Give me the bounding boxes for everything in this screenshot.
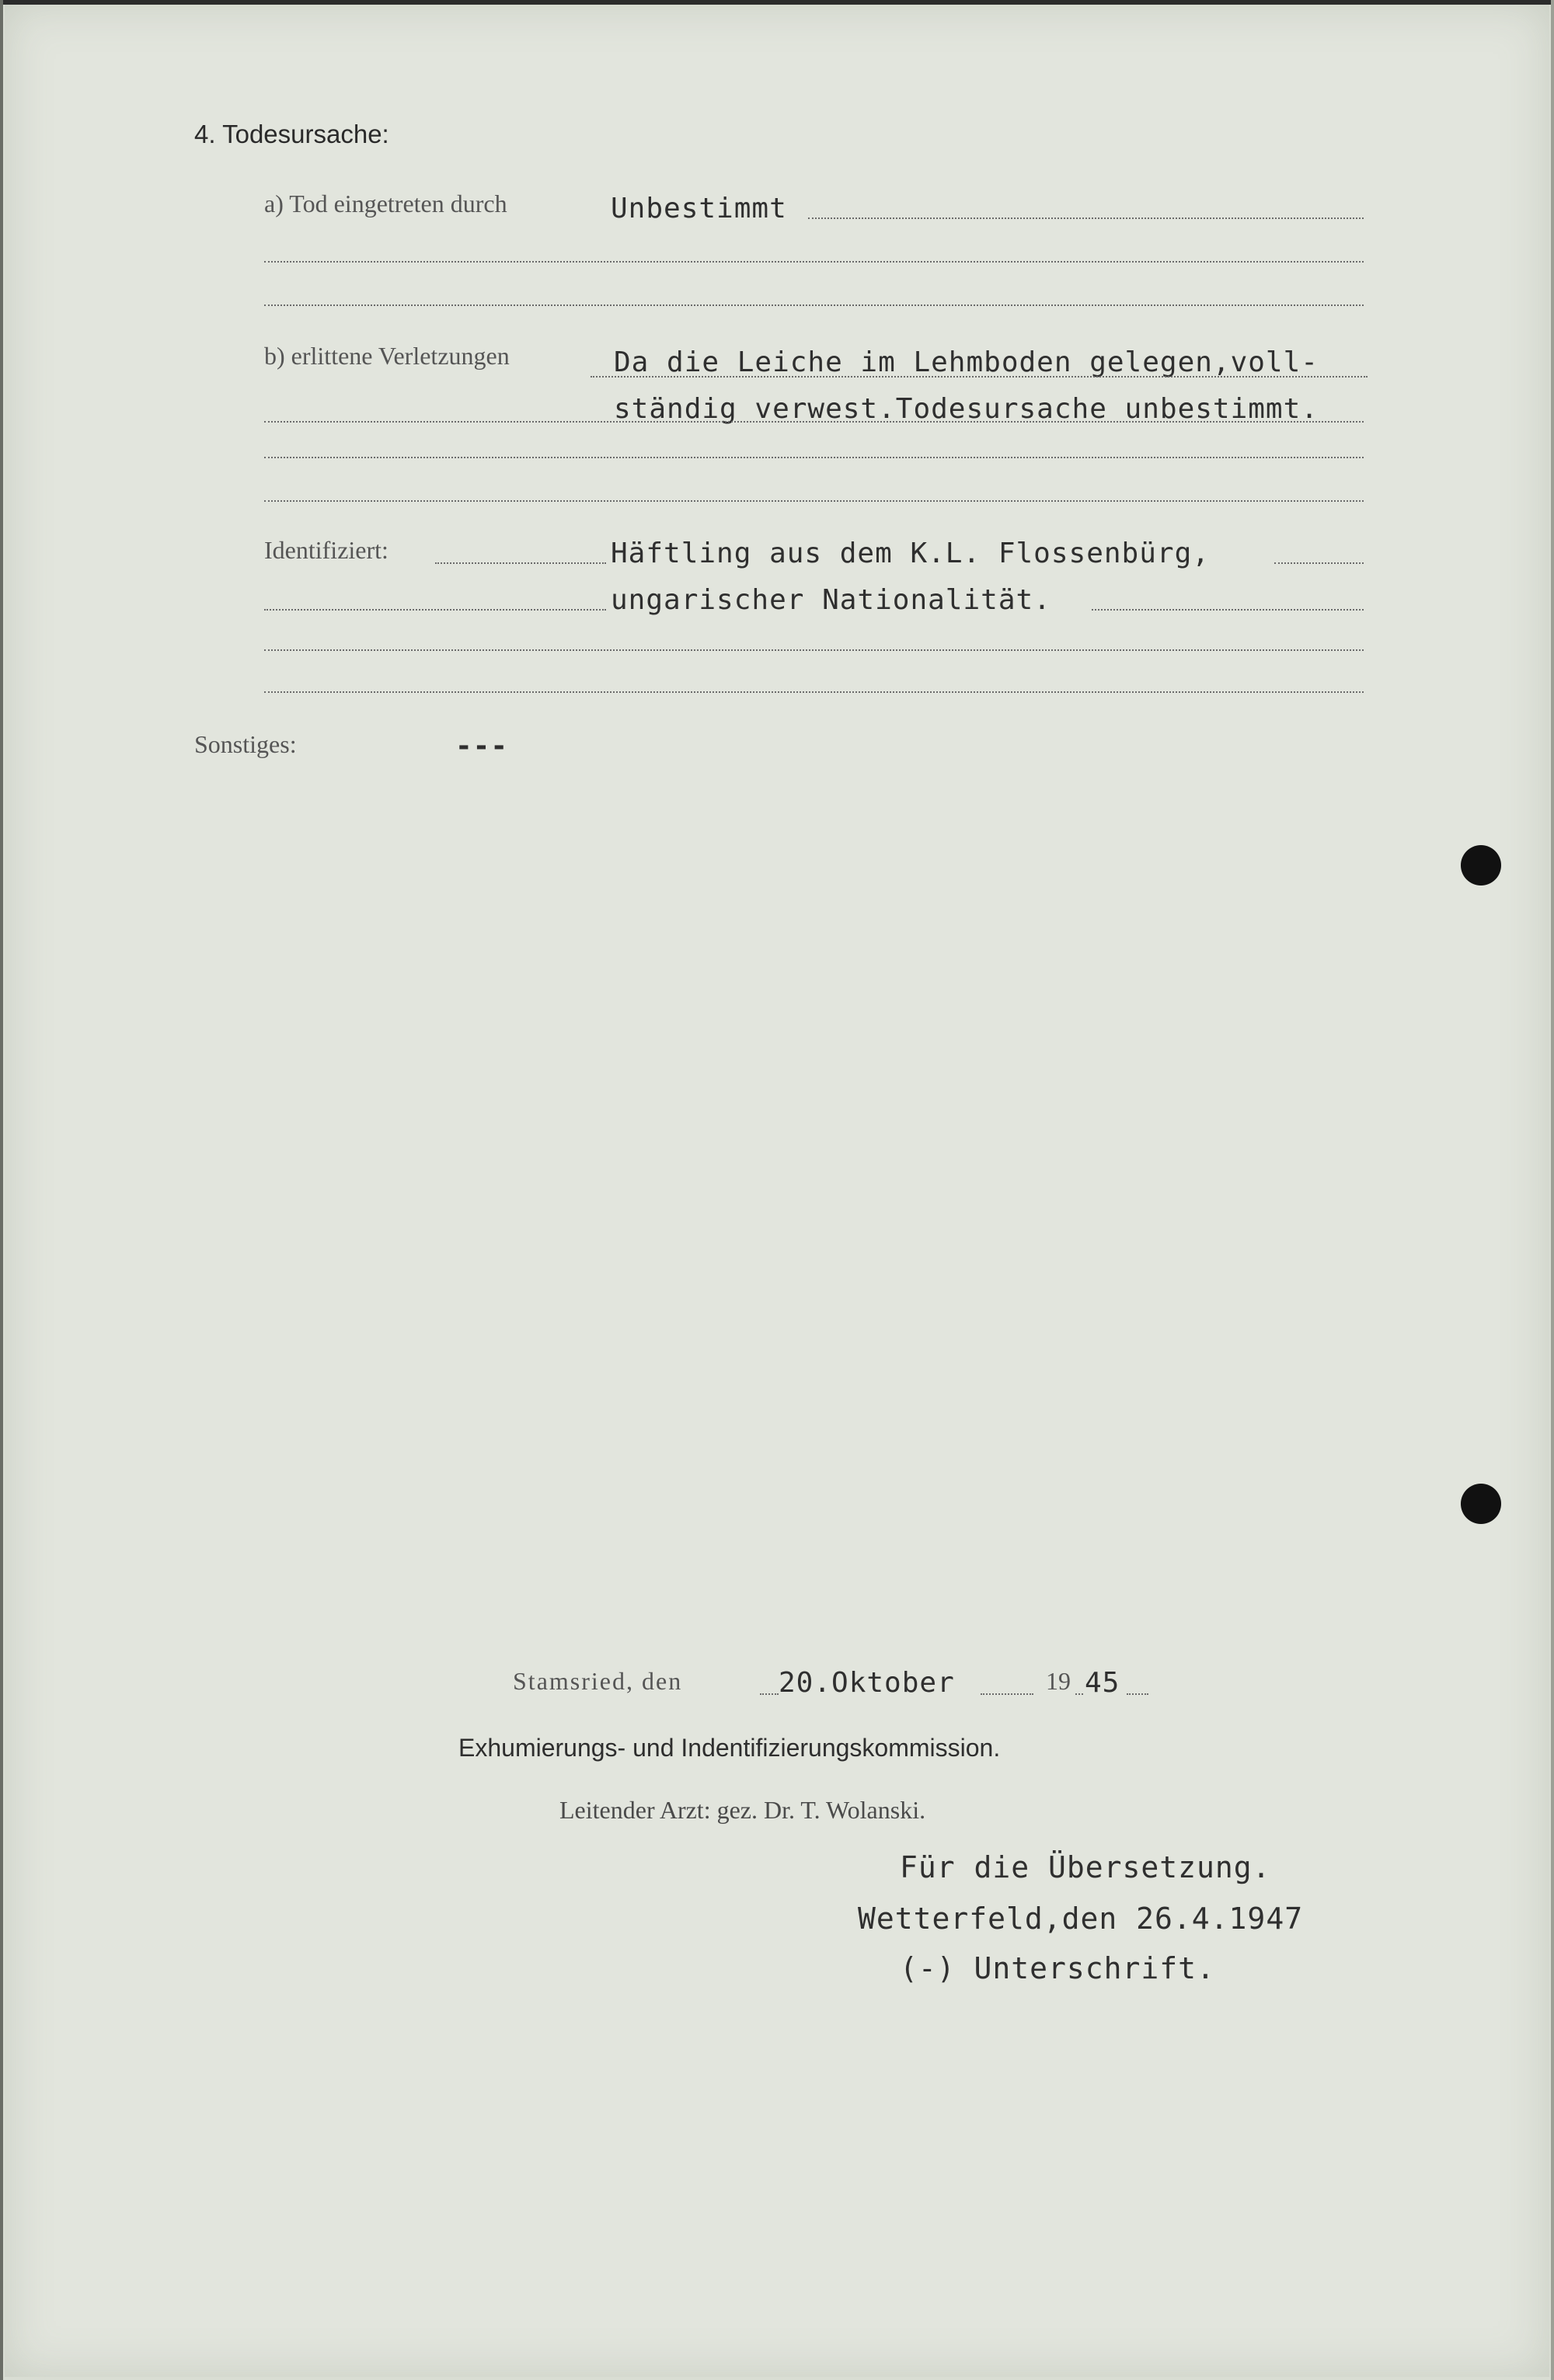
identified-rule-4 [264,691,1364,693]
identified-label: Identifiziert: [264,536,388,564]
page-top-edge [0,0,1554,5]
injuries-rule-4 [264,500,1364,502]
injuries-rule-3 [264,457,1364,458]
translation-line-1: Für die Übersetzung. [900,1850,1271,1884]
translation-line-2: Wetterfeld,den 26.4.1947 [858,1902,1304,1936]
injuries-line-2: ständig verwest.Todesursache unbestimmt. [614,393,1319,425]
cause-line-2 [264,261,1364,263]
identified-rule-lead [435,562,606,564]
identified-rule-3 [264,649,1364,651]
place-label: Stamsried, den [513,1667,683,1695]
identified-rule-2a [264,609,606,611]
cause-line-1 [808,217,1364,219]
cause-value: Unbestimmt [611,193,787,224]
translation-line-3: (-) Unterschrift. [900,1951,1215,1985]
misc-label: Sonstiges: [194,730,297,758]
year-rule-lead [1075,1693,1083,1695]
doctor-signature-line: Leitender Arzt: gez. Dr. T. Wolanski. [559,1796,926,1824]
page-left-edge [0,0,3,2380]
year-rule-tail [1127,1693,1148,1695]
misc-value: --- [455,730,509,762]
year-suffix: 45 [1085,1667,1120,1699]
identified-line-2: ungarischer Nationalität. [611,584,1051,616]
page-right-edge [1551,0,1554,2380]
cause-label: a) Tod eingetreten durch [264,190,507,217]
date-rule-tail [981,1693,1033,1695]
injuries-line-1: Da die Leiche im Lehmboden gelegen,voll- [614,346,1319,378]
identified-line-1: Häftling aus dem K.L. Flossenbürg, [611,538,1210,569]
cause-line-3 [264,304,1364,306]
identified-rule-2b [1092,609,1364,611]
punch-hole-upper [1461,845,1501,886]
year-prefix: 19 [1046,1667,1071,1695]
date-value: 20.Oktober [779,1667,955,1699]
injuries-rule-1 [591,376,1368,378]
section-title: 4. Todesursache: [194,120,389,148]
date-rule-lead [760,1693,779,1695]
commission-title: Exhumierungs- und Indentifizierungskommission. [458,1734,1001,1762]
punch-hole-lower [1461,1484,1501,1524]
identified-rule-1 [1274,562,1364,564]
injuries-label: b) erlittene Verletzungen [264,342,510,370]
injuries-rule-2 [264,421,1364,423]
